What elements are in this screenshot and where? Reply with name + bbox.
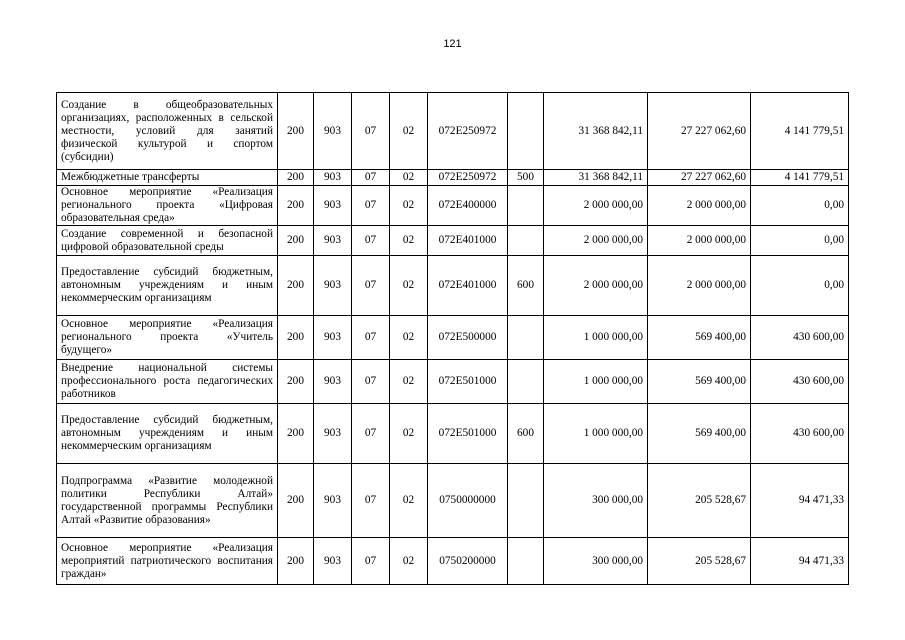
row-subsection: 02: [390, 93, 428, 170]
table-row: [57, 316, 849, 360]
row-sum-plan: 300 000,00: [544, 464, 648, 538]
table-row: [57, 226, 849, 256]
row-subsection: 02: [390, 538, 428, 585]
row-target-code: 072E250972: [428, 170, 508, 186]
row-expense-type: 600: [508, 256, 544, 316]
row-sum-remainder: 94 471,33: [751, 538, 849, 585]
row-sum-executed: 569 400,00: [648, 360, 751, 404]
row-sum-executed: 2 000 000,00: [648, 226, 751, 256]
row-section: 07: [352, 93, 390, 170]
row-subsection: 02: [390, 360, 428, 404]
row-target-code: 072E501000: [428, 360, 508, 404]
row-code-200: 200: [278, 93, 314, 170]
row-target-code: 072E250972: [428, 93, 508, 170]
row-name: Предоставление субсидий бюджетным, автономным учреждениям и иным некоммерческим организациям: [57, 256, 278, 316]
row-sum-executed: 2 000 000,00: [648, 256, 751, 316]
table-row: [57, 186, 849, 226]
row-code-200: 200: [278, 316, 314, 360]
row-sum-plan: 1 000 000,00: [544, 404, 648, 464]
table-row: [57, 93, 849, 170]
row-subsection: 02: [390, 404, 428, 464]
table-row: [57, 360, 849, 404]
row-name: Основное мероприятие «Реализация мероприятий патриотического воспитания граждан»: [57, 538, 278, 585]
row-code-200: 200: [278, 226, 314, 256]
row-code-903: 903: [314, 256, 352, 316]
row-code-903: 903: [314, 316, 352, 360]
row-subsection: 02: [390, 186, 428, 226]
row-code-903: 903: [314, 360, 352, 404]
row-section: 07: [352, 170, 390, 186]
row-subsection: 02: [390, 464, 428, 538]
row-code-200: 200: [278, 256, 314, 316]
row-subsection: 02: [390, 316, 428, 360]
row-name: Подпрограмма «Развитие молодежной политики Республики Алтай» государственной программы Республики Алтай «Развитие образования»: [57, 464, 278, 538]
row-sum-executed: 2 000 000,00: [648, 186, 751, 226]
row-target-code: 0750000000: [428, 464, 508, 538]
row-subsection: 02: [390, 170, 428, 186]
row-sum-remainder: 0,00: [751, 186, 849, 226]
row-name: Внедрение национальной системы профессионального роста педагогических работников: [57, 360, 278, 404]
row-target-code: 0750200000: [428, 538, 508, 585]
budget-table: [56, 92, 849, 585]
row-code-903: 903: [314, 170, 352, 186]
page-number: 121: [443, 38, 462, 50]
row-sum-executed: 569 400,00: [648, 316, 751, 360]
row-sum-remainder: 430 600,00: [751, 316, 849, 360]
row-section: 07: [352, 464, 390, 538]
row-section: 07: [352, 404, 390, 464]
table-row: [57, 170, 849, 186]
row-target-code: 072E501000: [428, 404, 508, 464]
row-sum-remainder: 0,00: [751, 256, 849, 316]
row-code-200: 200: [278, 360, 314, 404]
table-row: [57, 256, 849, 316]
row-target-code: 072E500000: [428, 316, 508, 360]
row-code-200: 200: [278, 170, 314, 186]
row-expense-type: [508, 464, 544, 538]
table-body: [57, 93, 849, 585]
row-name: Межбюджетные трансферты: [57, 170, 278, 186]
row-expense-type: [508, 538, 544, 585]
row-target-code: 072E401000: [428, 256, 508, 316]
row-sum-executed: 27 227 062,60: [648, 93, 751, 170]
row-code-903: 903: [314, 538, 352, 585]
row-sum-plan: 2 000 000,00: [544, 186, 648, 226]
row-code-903: 903: [314, 464, 352, 538]
row-expense-type: [508, 226, 544, 256]
row-expense-type: [508, 93, 544, 170]
row-target-code: 072E401000: [428, 226, 508, 256]
row-section: 07: [352, 256, 390, 316]
row-sum-executed: 205 528,67: [648, 538, 751, 585]
row-section: 07: [352, 538, 390, 585]
row-section: 07: [352, 316, 390, 360]
row-sum-executed: 27 227 062,60: [648, 170, 751, 186]
row-code-200: 200: [278, 404, 314, 464]
row-code-903: 903: [314, 93, 352, 170]
row-expense-type: [508, 360, 544, 404]
row-name: Предоставление субсидий бюджетным, автономным учреждениям и иным некоммерческим организациям: [57, 404, 278, 464]
row-sum-remainder: 0,00: [751, 226, 849, 256]
row-code-200: 200: [278, 538, 314, 585]
row-subsection: 02: [390, 256, 428, 316]
row-expense-type: 500: [508, 170, 544, 186]
row-sum-remainder: 4 141 779,51: [751, 93, 849, 170]
row-subsection: 02: [390, 226, 428, 256]
row-name: Основное мероприятие «Реализация регионального проекта «Учитель будущего»: [57, 316, 278, 360]
row-name: Основное мероприятие «Реализация регионального проекта «Цифровая образовательная среда»: [57, 186, 278, 226]
row-target-code: 072E400000: [428, 186, 508, 226]
row-sum-plan: 300 000,00: [544, 538, 648, 585]
row-code-903: 903: [314, 186, 352, 226]
table-row: [57, 538, 849, 585]
row-sum-plan: 31 368 842,11: [544, 93, 648, 170]
row-sum-executed: 205 528,67: [648, 464, 751, 538]
table-row: [57, 464, 849, 538]
row-sum-remainder: 430 600,00: [751, 404, 849, 464]
row-sum-executed: 569 400,00: [648, 404, 751, 464]
row-sum-remainder: 94 471,33: [751, 464, 849, 538]
row-section: 07: [352, 186, 390, 226]
row-name: Создание современной и безопасной цифровой образовательной среды: [57, 226, 278, 256]
row-expense-type: 600: [508, 404, 544, 464]
row-code-903: 903: [314, 404, 352, 464]
row-sum-plan: 2 000 000,00: [544, 256, 648, 316]
row-section: 07: [352, 226, 390, 256]
row-expense-type: [508, 316, 544, 360]
row-sum-plan: 1 000 000,00: [544, 316, 648, 360]
row-code-200: 200: [278, 464, 314, 538]
row-sum-plan: 31 368 842,11: [544, 170, 648, 186]
row-expense-type: [508, 186, 544, 226]
row-section: 07: [352, 360, 390, 404]
row-sum-plan: 2 000 000,00: [544, 226, 648, 256]
row-code-200: 200: [278, 186, 314, 226]
row-sum-remainder: 430 600,00: [751, 360, 849, 404]
table-row: [57, 404, 849, 464]
row-sum-remainder: 4 141 779,51: [751, 170, 849, 186]
row-code-903: 903: [314, 226, 352, 256]
row-name: Создание в общеобразовательных организациях, расположенных в сельской местности, условий для занятий физической культурой и спортом (субсидии): [57, 93, 278, 170]
row-sum-plan: 1 000 000,00: [544, 360, 648, 404]
